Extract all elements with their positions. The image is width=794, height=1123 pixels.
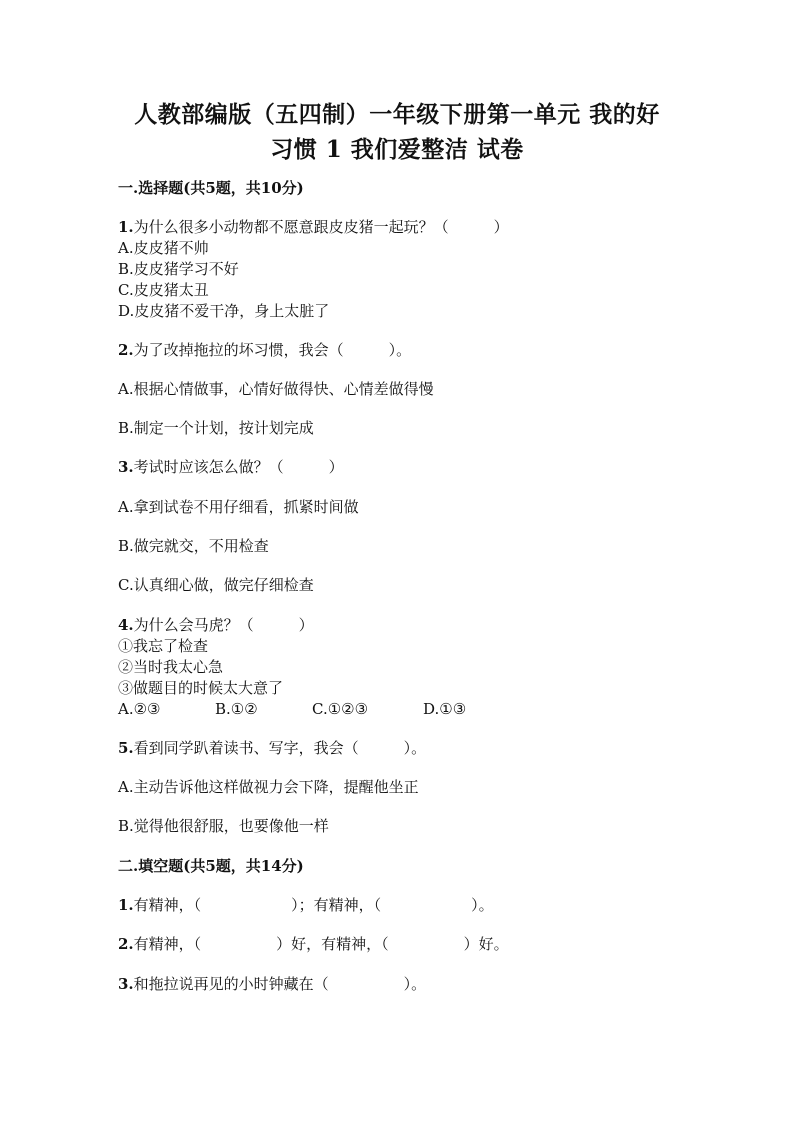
blank-question-3 xyxy=(118,974,426,994)
option-a: A.皮皮猪不帅 xyxy=(118,239,209,257)
section-heading-choice: 一.选择题(共5题，共10分) xyxy=(118,179,304,197)
question-text: 有精神，（ ）好，有精神，（ ）好。 xyxy=(133,935,509,953)
question-text: 考试时应该怎么做？（ ） xyxy=(133,458,344,476)
question-number: 4. xyxy=(118,616,134,634)
question-number: 5. xyxy=(118,739,134,757)
option-d: D.①③ xyxy=(423,700,467,718)
section-heading-fill-blank: 二.填空题(共5题，共14分) xyxy=(118,857,304,875)
question-text: 看到同学趴着读书、写字，我会（ ）。 xyxy=(133,739,427,757)
question-4 xyxy=(118,615,314,635)
option-b: B.制定一个计划，按计划完成 xyxy=(118,419,314,437)
blank-question-2 xyxy=(118,934,509,954)
question-2 xyxy=(118,340,411,360)
option-b: B.①② xyxy=(215,700,258,718)
option-c: C.①②③ xyxy=(312,700,369,718)
question-number: 3. xyxy=(118,975,134,993)
option-a: A.根据心情做事，心情好做得快、心情差做得慢 xyxy=(118,380,434,398)
exam-title-line-1: 人教部编版（五四制）一年级下册第一单元 我的好 xyxy=(134,101,660,128)
question-number: 1. xyxy=(118,896,134,914)
question-text: 为了改掉拖拉的坏习惯，我会（ ）。 xyxy=(133,341,412,359)
statement-3: ③做题目的时候太大意了 xyxy=(118,679,284,697)
question-number: 1. xyxy=(118,218,134,236)
question-text: 有精神，（ ）；有精神，（ ）。 xyxy=(133,896,494,914)
question-text: 为什么会马虎？（ ） xyxy=(133,616,314,634)
option-c: C.认真细心做，做完仔细检查 xyxy=(118,576,314,594)
statement-1: ①我忘了检查 xyxy=(118,637,209,655)
option-b: B.做完就交，不用检查 xyxy=(118,537,269,555)
option-a: A.主动告诉他这样做视力会下降，提醒他坐正 xyxy=(118,778,419,796)
question-5 xyxy=(118,738,426,758)
question-number: 2. xyxy=(118,341,134,359)
question-number: 2. xyxy=(118,935,134,953)
question-text: 为什么很多小动物都不愿意跟皮皮猪一起玩？（ ） xyxy=(133,218,509,236)
question-3 xyxy=(118,457,344,477)
option-c: C.皮皮猪太丑 xyxy=(118,281,209,299)
option-a: A.②③ xyxy=(118,700,161,718)
options-row xyxy=(118,699,466,719)
option-b: B.觉得他很舒服，也要像他一样 xyxy=(118,817,329,835)
question-text: 和拖拉说再见的小时钟藏在（ ）。 xyxy=(133,975,427,993)
blank-question-1 xyxy=(118,895,494,915)
option-a: A.拿到试卷不用仔细看，抓紧时间做 xyxy=(118,498,359,516)
option-d: D.皮皮猪不爱干净，身上太脏了 xyxy=(118,302,330,320)
option-b: B.皮皮猪学习不好 xyxy=(118,260,239,278)
statement-2: ②当时我太心急 xyxy=(118,658,224,676)
question-number: 3. xyxy=(118,458,134,476)
exam-title-line-2: 习惯 1 我们爱整洁 试卷 xyxy=(270,136,524,163)
question-1 xyxy=(118,217,509,237)
